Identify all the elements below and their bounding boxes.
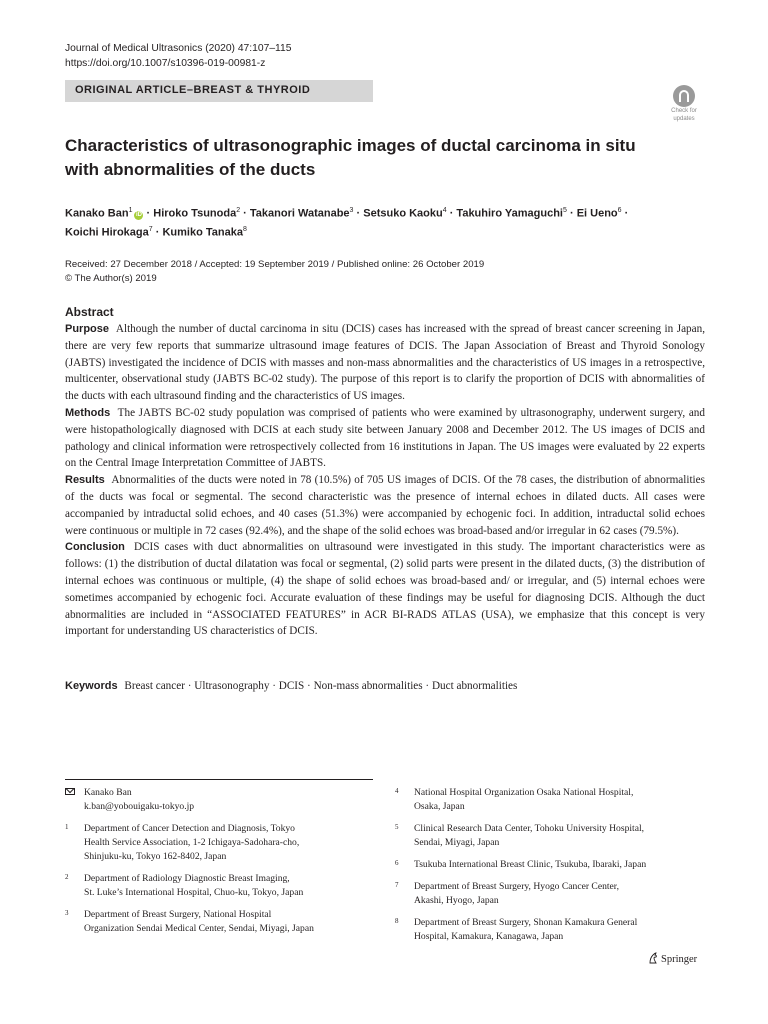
author-affiliation-marker: 5	[563, 207, 567, 214]
author-line-2	[65, 222, 705, 241]
author-separator: ·	[155, 226, 160, 239]
affiliation-number: 2	[65, 873, 69, 881]
affiliation-line: Department of Breast Surgery, Shonan Kamakura General	[414, 917, 638, 928]
abstract-results	[65, 472, 705, 539]
author-affiliation-marker: 8	[242, 225, 247, 233]
conclusion-label: Conclusion	[65, 541, 125, 554]
keywords-label: Keywords	[65, 680, 118, 692]
affiliation-note	[395, 858, 695, 872]
conclusion-text: DCIS cases with duct abnormalities on ultrasound were investigated in this study. The important characteristics were as follows: (1) the distribution of ductal dilatation was focal or segmental, (2) solid parts were present in the dilated ducts, (3) the distribution of internal echoes was continuous or multiple, (4) the shape of solid echoes was broad-based and/ or irregular, and (5) internal echoes were sometimes accompanied by echogenic foci. Accurate evaluation of these findings may be useful for diagnosing DCIS. Although the duct abnormalities are included in “ASSOCIATED FEATURES” in ACR BI-RADS ATLAS (USA), we emphasize that this concept is very important for understanding US characteristics of DCIS.	[65, 541, 706, 638]
title-line-1: Characteristics of ultrasonographic images of ductal carcinoma in situ	[65, 136, 636, 155]
journal-info	[65, 41, 291, 71]
springer-horse-icon	[648, 952, 658, 964]
abstract-heading: Abstract	[65, 305, 114, 319]
affiliation-line: Akashi, Hyogo, Japan	[414, 895, 499, 906]
publication-dates: Received: 27 December 2018 / Accepted: 19 September 2019 / Published online: 26 October 2019	[65, 259, 485, 270]
author-affiliation-marker: 4	[442, 207, 447, 214]
publisher-name: Springer	[661, 954, 698, 965]
abstract-conclusion	[65, 539, 705, 640]
author-name[interactable]: Hiroko Tsunoda	[153, 207, 237, 220]
author-separator: ·	[624, 207, 629, 220]
methods-label: Methods	[65, 406, 111, 419]
author-name[interactable]: Kumiko Tanaka	[162, 226, 243, 239]
affiliation-line: Department of Breast Surgery, National Hospital	[84, 909, 272, 920]
author-affiliation-marker: 1	[128, 207, 133, 214]
abstract-methods	[65, 405, 705, 472]
orcid-icon[interactable]: iD	[135, 211, 142, 218]
author-name[interactable]: Koichi Hirokaga	[65, 226, 149, 239]
affiliation-number: 6	[395, 859, 399, 867]
abstract-section	[65, 305, 705, 640]
author-name[interactable]: Takuhiro Yamaguchi	[456, 207, 563, 220]
affiliation-number: 8	[395, 917, 399, 925]
author-separator: ·	[243, 207, 247, 220]
check-for-updates-line2: updates	[673, 115, 695, 122]
author-separator: ·	[569, 207, 574, 220]
author-separator: ·	[146, 207, 151, 220]
crossmark-icon	[673, 85, 695, 107]
article-history	[65, 258, 484, 285]
affiliation-note	[65, 872, 365, 900]
journal-citation: Journal of Medical Ultrasonics (2020) 47:107–115	[65, 43, 292, 54]
methods-text: The JABTS BC-02 study population was comprised of patients who were examined by ultrasonography, underwent surgery, and were histopathologically diagnosed with DCIS at each study site between January 2008 and December 2012. The US images of DCIS and pathology and clinical information were retrospectively collected from 16 institutions in Japan. The US images were evaluated by 22 experts on the Central Image Interpretation Committee of JABTS.	[65, 406, 705, 470]
affiliation-note	[395, 916, 695, 944]
keywords	[65, 680, 517, 692]
author-separator: ·	[356, 207, 361, 220]
author-affiliation-marker: 7	[148, 225, 153, 233]
check-for-updates-line1: Check for	[671, 108, 697, 114]
doi-link[interactable]: https://doi.org/10.1007/s10396-019-00981-z	[65, 58, 266, 69]
affiliation-line: Sendai, Miyagi, Japan	[414, 837, 500, 848]
affiliation-line: Osaka, Japan	[414, 801, 465, 812]
affiliation-note	[395, 822, 695, 850]
corresponding-author-email[interactable]: k.ban@yobouigaku-tokyo.jp	[84, 801, 195, 812]
affiliation-line: Organization Sendai Medical Center, Sendai, Miyagi, Japan	[84, 923, 314, 934]
affiliation-line: Department of Breast Surgery, Hyogo Cancer Center,	[414, 881, 620, 892]
results-label: Results	[65, 474, 105, 487]
envelope-icon	[65, 788, 75, 795]
corresponding-author-name: Kanako Ban	[84, 787, 132, 798]
affiliation-note	[65, 908, 365, 936]
footnote-divider	[65, 779, 373, 780]
affiliation-number: 4	[395, 787, 399, 795]
correspondence-note	[65, 786, 365, 814]
affiliation-line: National Hospital Organization Osaka National Hospital,	[414, 787, 634, 798]
author-name[interactable]: Setsuko Kaoku	[363, 207, 443, 220]
keywords-text: Breast cancer · Ultrasonography · DCIS · Non-mass abnormalities · Duct abnormalities	[124, 680, 518, 692]
copyright-notice: © The Author(s) 2019	[65, 272, 157, 284]
affiliation-number: 5	[395, 823, 399, 831]
article-type-banner: ORIGINAL ARTICLE–BREAST & THYROID	[65, 80, 373, 102]
check-for-updates-badge[interactable]	[666, 85, 702, 123]
affiliation-line: St. Luke’s International Hospital, Chuo-ku, Tokyo, Japan	[84, 887, 304, 898]
affiliation-note	[65, 822, 365, 864]
author-line-1	[65, 203, 705, 222]
footnotes-right-column	[395, 786, 695, 952]
author-separator: ·	[449, 207, 454, 220]
purpose-text: Although the number of ductal carcinoma in situ (DCIS) cases has increased with the spread of breast cancer screening in Japan, there are very few reports that summarize ultrasound image features of DCIS. The Japan Association of Breast and Thyroid Sonology (JABTS) investigated the incidence of DCIS with masses and non-mass abnormalities and the characteristics of US images in a retrospective, multicenter, observational study (JABTS BC-02 study). The purpose of this report is to clarify the proportion of DCIS with abnormalities of the ducts with each ultrasound finding and the characteristics of US images.	[65, 323, 705, 403]
affiliation-line: Department of Radiology Diagnostic Breast Imaging,	[84, 873, 290, 884]
affiliation-number: 3	[65, 909, 69, 917]
results-text: Abnormalities of the ducts were noted in 78 (10.5%) of 705 US images of DCIS. Of the 78 cases, the distribution of abnormalities of the ducts was focal or segmental. The second characteristic was the presence of internal echoes in dilated ducts. All cases were accompanied by intraductal solid echoes, and 40 cases (51.3%) were accompanied by echogenic foci. In addition, intraductal solid echoes were continuous or multiple in 72 cases (92.4%), and the shape of the solid echoes was broad-based and/or irregular in 62 cases (79.5%).	[65, 474, 705, 537]
author-name[interactable]: Ei Ueno	[576, 207, 618, 220]
affiliation-line: Department of Cancer Detection and Diagnosis, Tokyo	[84, 823, 295, 834]
publisher-logo	[648, 952, 697, 965]
author-list	[65, 203, 705, 240]
footnotes-left-column	[65, 786, 365, 944]
affiliation-line: Hospital, Kamakura, Kanagawa, Japan	[414, 931, 564, 942]
affiliation-note	[395, 786, 695, 814]
author-affiliation-marker: 6	[617, 207, 622, 214]
affiliation-note	[395, 880, 695, 908]
title-line-2: with abnormalities of the ducts	[65, 160, 316, 179]
article-title	[65, 134, 695, 182]
abstract-purpose	[65, 321, 705, 405]
author-name[interactable]: Takanori Watanabe	[249, 207, 350, 220]
affiliation-line: Tsukuba International Breast Clinic, Tsukuba, Ibaraki, Japan	[414, 859, 647, 870]
affiliation-line: Health Service Association, 1-2 Ichigaya-Sadohara-cho,	[84, 837, 300, 848]
affiliation-number: 1	[65, 823, 69, 831]
author-affiliation-marker: 3	[349, 207, 354, 214]
author-affiliation-marker: 2	[236, 207, 241, 214]
purpose-label: Purpose	[65, 323, 110, 335]
affiliation-number: 7	[395, 881, 399, 889]
affiliation-line: Shinjuku-ku, Tokyo 162-8402, Japan	[84, 851, 227, 862]
author-name[interactable]: Kanako Ban	[65, 207, 129, 220]
affiliation-line: Clinical Research Data Center, Tohoku University Hospital,	[414, 823, 645, 834]
